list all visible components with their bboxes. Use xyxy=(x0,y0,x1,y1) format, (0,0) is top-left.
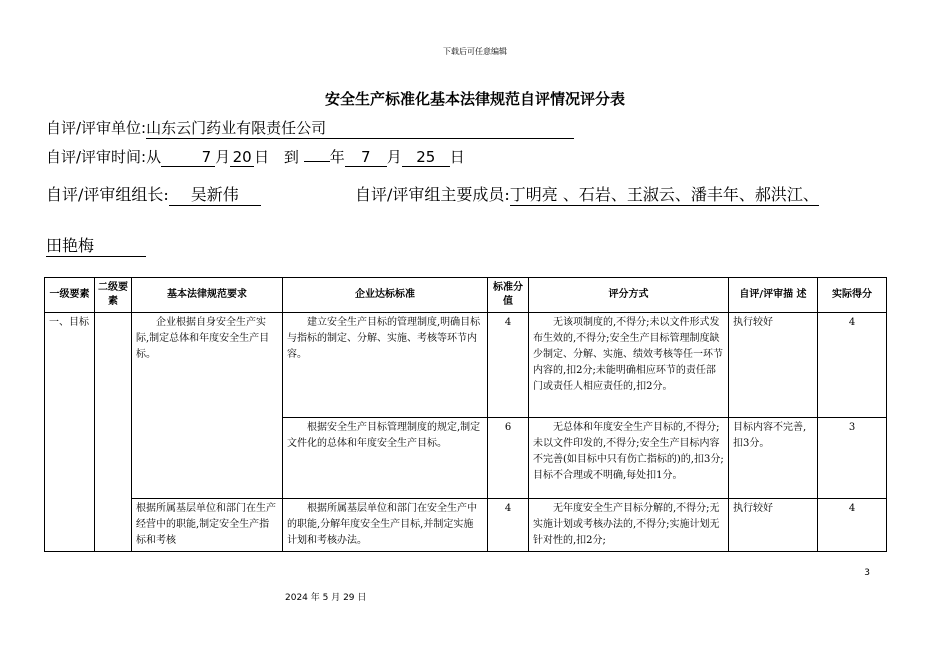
col-header-level1: 一级要素 xyxy=(45,278,95,313)
time-label: 自评/评审时间:从 xyxy=(46,148,162,166)
table-header-row xyxy=(45,278,887,313)
members-line xyxy=(355,182,819,206)
table-row xyxy=(45,313,887,418)
requirement-cell: 根据所属基层单位和部门在生产经营中的职能,制定安全生产指标和考核 xyxy=(132,499,283,552)
col-header-requirement: 基本法律规范要求 xyxy=(132,278,283,313)
leader-label: 自评/评审组组长: xyxy=(46,185,169,204)
col-header-level2: 二级要素 xyxy=(95,278,132,313)
col-header-actual: 实际得分 xyxy=(818,278,887,313)
unit-line xyxy=(46,117,574,139)
year-char: 年 xyxy=(329,148,345,166)
members-continued: 田艳梅 xyxy=(46,233,146,257)
standard-cell: 建立安全生产目标的管理制度,明确目标与指标的制定、分解、实施、考核等环节内容。 xyxy=(283,313,488,418)
month-char: 月 xyxy=(215,148,231,166)
members-continued-line xyxy=(46,233,146,257)
to-label: 到 xyxy=(283,148,299,166)
level1-cell: 一、目标 xyxy=(45,313,95,552)
unit-label: 自评/评审单位: xyxy=(46,119,147,137)
table-row xyxy=(45,499,887,552)
document-title: 安全生产标准化基本法律规范自评情况评分表 xyxy=(324,90,625,108)
method-cell: 无总体和年度安全生产目标的,不得分;未以文件印发的,不得分;安全生产目标内容不完善(如目标中只有伤亡指标的)的,扣3分;目标不合理或不明确,每处扣1分。 xyxy=(529,418,729,499)
method-cell: 无年度安全生产目标分解的,不得分;无实施计划或考核办法的,不得分;实施计划无针对性的,扣2分; xyxy=(529,499,729,552)
col-header-score: 标准分值 xyxy=(488,278,529,313)
members-value: 丁明亮 、石岩、王淑云、潘丰年、郝洪江、 xyxy=(510,182,819,206)
score-cell: 6 xyxy=(488,418,529,499)
score-cell: 4 xyxy=(488,313,529,418)
col-header-review: 自评/评审描 述 xyxy=(729,278,818,313)
end-month: 7 xyxy=(345,148,387,167)
start-month: 7 xyxy=(161,148,215,167)
month-char: 月 xyxy=(386,148,402,166)
leader-line xyxy=(46,182,261,206)
actual-score-cell: 4 xyxy=(818,499,887,552)
day-char: 日 xyxy=(254,148,270,166)
actual-score-cell: 3 xyxy=(818,418,887,499)
col-header-method: 评分方式 xyxy=(529,278,729,313)
end-day: 25 xyxy=(402,148,450,167)
page-number: 3 xyxy=(864,568,870,578)
header-note: 下载后可任意编辑 xyxy=(443,47,507,56)
score-table xyxy=(44,277,887,552)
members-label: 自评/评审组主要成员: xyxy=(355,185,510,204)
score-cell: 4 xyxy=(488,499,529,552)
review-cell: 执行较好 xyxy=(729,499,818,552)
end-year xyxy=(304,161,330,162)
footer-date: 2024 年 5 月 29 日 xyxy=(285,593,367,603)
actual-score-cell: 4 xyxy=(818,313,887,418)
method-cell: 无该项制度的,不得分;未以文件形式发布生效的,不得分;安全生产目标管理制度缺少制定、分解、实施、绩效考核等任一环节内容的,扣2分;未能明确相应环节的责任部门或责任人相应责任的,扣2分。 xyxy=(529,313,729,418)
standard-cell: 根据所属基层单位和部门在安全生产中的职能,分解年度安全生产目标,并制定实施计划和考核办法。 xyxy=(283,499,488,552)
time-line xyxy=(46,146,465,167)
review-cell: 目标内容不完善,扣3分。 xyxy=(729,418,818,499)
start-day: 20 xyxy=(230,148,254,167)
requirement-cell: 企业根据自身安全生产实际,制定总体和年度安全生产目标。 xyxy=(132,313,283,499)
standard-cell: 根据安全生产目标管理制度的规定,制定文件化的总体和年度安全生产目标。 xyxy=(283,418,488,499)
unit-value: 山东云门药业有限责任公司 xyxy=(146,117,574,139)
review-cell: 执行较好 xyxy=(729,313,818,418)
day-char: 日 xyxy=(449,148,465,166)
leader-value: 吴新伟 xyxy=(169,182,261,206)
col-header-standard: 企业达标标准 xyxy=(283,278,488,313)
level2-cell xyxy=(95,313,132,552)
